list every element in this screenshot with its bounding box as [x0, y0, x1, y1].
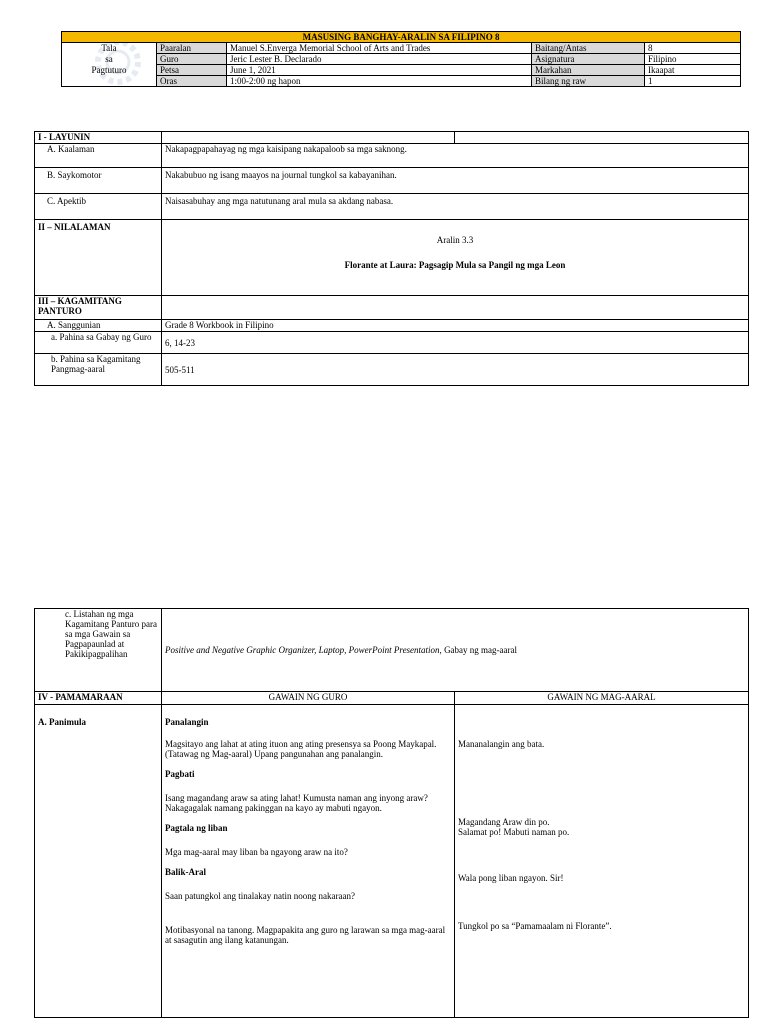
header-table — [61, 31, 741, 87]
motibasyon-guro-text: Motibasyonal na tanong. Magpapakita ang guro ng larawan sa mga mag-aaral at sasagutin ang ilang katanungan. — [165, 925, 446, 945]
panimula-label: A. Panimula — [35, 705, 162, 1018]
kagamitan-heading: III – KAGAMITANG PANTURO — [35, 296, 162, 320]
balik-aral-mag-aaral-text: Tungkol po sa “Pamamaalam ni Florante”. — [458, 921, 612, 931]
layunin-empty-1 — [162, 132, 455, 144]
listahan-text-italic: Positive and Negative Graphic Organizer, Laptop, PowerPoint Presentation, — [165, 645, 442, 655]
baitang-label: Baitang/Antas — [532, 43, 645, 54]
gawain-mag-aaral-column — [455, 705, 749, 1018]
balik-aral-heading: Balik-Aral — [165, 867, 207, 877]
bilang-value: 1 — [645, 76, 741, 87]
asignatura-label: Asignatura — [532, 54, 645, 65]
objectives-table — [34, 131, 749, 386]
saykomotor-text: Nakabubuo ng isang maayos na journal tungkol sa kabayanihan. — [162, 168, 749, 194]
oras-label: Oras — [157, 76, 227, 87]
nilalaman-heading: II – NILALAMAN — [35, 220, 162, 296]
layunin-empty-2 — [455, 132, 749, 144]
apektib-text: Naisasabuhay ang mga natutunang aral mula sa akdang nabasa. — [162, 194, 749, 220]
bilang-label: Bilang ng raw — [532, 76, 645, 87]
panalangin-mag-aaral-text: Mananalangin ang bata. — [458, 739, 545, 749]
gawain-guro-heading: GAWAIN NG GURO — [162, 692, 455, 705]
nilalaman-content — [162, 220, 749, 296]
markahan-label: Markahan — [532, 65, 645, 76]
sanggunian-label: A. Sanggunian — [35, 320, 162, 332]
tala-sa-pagtuturo: Tala sa Pagtuturo — [62, 43, 157, 87]
kaalaman-text: Nakapagpapahayag ng mga kaisipang nakapaloob sa mga saknong. — [162, 144, 749, 168]
paaralan-value: Manuel S.Enverga Memorial School of Arts and Trades — [227, 43, 532, 54]
guro-label: Guro — [157, 54, 227, 65]
gabay-guro-label: a. Pahina sa Gabay ng Guro — [35, 332, 162, 354]
listahan-label: c. Listahan ng mga Kagamitang Panturo para sa mga Gawain sa Pagpapaunlad at Pakikipagpalihan — [35, 609, 162, 692]
pagbati-heading: Pagbati — [165, 769, 195, 779]
pagbati-guro-text: Isang magandang araw sa ating lahat! Kumusta naman ang inyong araw? Nakagagalak namang pakinggan na kayo ay mabuti ngayon. — [165, 793, 428, 813]
baitang-value: 8 — [645, 43, 741, 54]
panalangin-heading: Panalangin — [165, 717, 209, 727]
liban-heading: Pagtala ng liban — [165, 823, 228, 833]
oras-value: 1:00-2:00 ng hapon — [227, 76, 532, 87]
kagamitan-empty — [162, 296, 749, 320]
petsa-value: June 1, 2021 — [227, 65, 532, 76]
kaalaman-label: A. Kaalaman — [35, 144, 162, 168]
pagbati-mag-aaral-text-1: Magandang Araw din po. — [458, 817, 550, 827]
paaralan-label: Paaralan — [157, 43, 227, 54]
aralin-title: Florante at Laura: Pagsagip Mula sa Pangil ng mga Leon — [344, 260, 566, 270]
listahan-text — [162, 609, 749, 692]
apektib-label: C. Apektib — [35, 194, 162, 220]
aralin-number: Aralin 3.3 — [436, 235, 474, 245]
panalangin-guro-text: Magsitayo ang lahat at ating ituon ang ating presensya sa Poong Maykapal. (Tatawag ng Mag-aaral) Upang pangunahan ang panalangin. — [165, 739, 437, 759]
liban-guro-text: Mga mag-aaral may liban ba ngayong araw na ito? — [165, 847, 348, 857]
pamamaraan-heading: IV - PAMAMARAAN — [35, 692, 162, 705]
sanggunian-text: Grade 8 Workbook in Filipino — [162, 320, 749, 332]
gabay-guro-pages: 6, 14-23 — [162, 332, 749, 354]
liban-mag-aaral-text: Wala pong liban ngayon. Sir! — [458, 873, 564, 883]
listahan-text-rest: Gabay ng mag-aaral — [441, 645, 518, 655]
markahan-value: Ikaapat — [645, 65, 741, 76]
kagamitang-pangmag-aaral-label: b. Pahina sa Kagamitang Pangmag-aaral — [35, 354, 162, 386]
guro-value: Jeric Lester B. Declarado — [227, 54, 532, 65]
layunin-heading: I - LAYUNIN — [35, 132, 162, 144]
document-title: MASUSING BANGHAY-ARALIN SA FILIPINO 8 — [62, 32, 741, 43]
saykomotor-label: B. Saykomotor — [35, 168, 162, 194]
gawain-mag-aaral-heading: GAWAIN NG MAG-AARAL — [455, 692, 749, 705]
asignatura-value: Filipino — [645, 54, 741, 65]
petsa-label: Petsa — [157, 65, 227, 76]
procedure-table — [34, 608, 749, 1018]
balik-aral-guro-text: Saan patungkol ang tinalakay natin noong nakaraan? — [165, 891, 355, 901]
pagbati-mag-aaral-text-2: Salamat po! Mabuti naman po. — [458, 827, 570, 837]
gawain-guro-column — [162, 705, 455, 1018]
kagamitang-pangmag-aaral-pages: 505-511 — [162, 354, 749, 386]
